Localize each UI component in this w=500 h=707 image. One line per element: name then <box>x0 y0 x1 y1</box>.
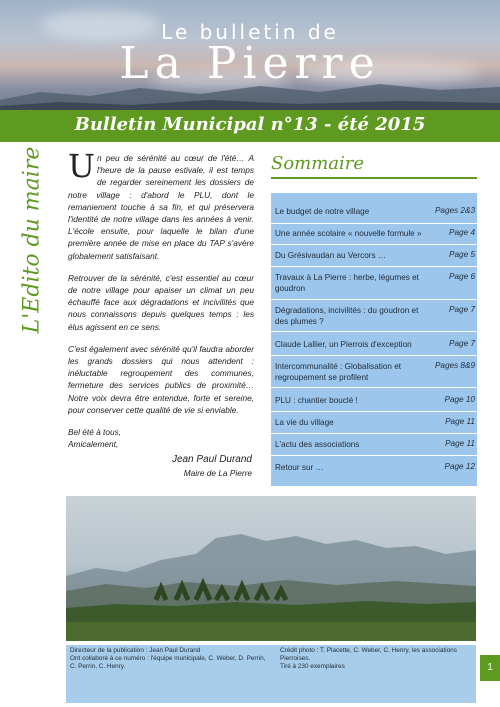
toc-separator <box>271 455 477 456</box>
sommaire-divider <box>271 177 477 179</box>
sommaire-box: Le budget de notre village Pages 2&3 Une année scolaire « nouvelle formule » Page 4 Du Grésivaudan au Vercors … Page 5 Travaux à La Pierre : herbe, légumes et goudron Page 6 Dégradations, incivilités : du goudron et des plumes ? Page 7 Claude Lallier, un Pierrois d'exception Page 7 Intercommunalité : Globalisation et regroupement se profilent Pages 8&9 PLU : chantier bouclé ! Page 10 La vie du village Page 11 L'actu des associations Page 11 Retour sur … Page 12 <box>271 193 477 486</box>
signature-name: Jean Paul Durand <box>171 454 252 466</box>
toc-separator <box>271 299 477 300</box>
toc-separator <box>271 331 477 332</box>
header-banner <box>0 0 500 110</box>
issue-label: Bulletin Municipal n°13 - été 2015 <box>74 114 426 135</box>
toc-separator <box>271 223 477 224</box>
header-subtitle: Le bulletin de <box>161 20 339 44</box>
edito-vertical-label: L'Edito du maire <box>19 146 45 334</box>
edito-vertical-heading <box>12 146 52 334</box>
credits-right: Crédit photo : T. Placette, C. Weber, C. Henry, les associations Pierroises. Tiré à 230 exemplaires <box>280 647 457 671</box>
issue-bar <box>0 110 500 142</box>
dropcap: U <box>68 147 95 185</box>
toc-separator <box>271 411 477 412</box>
landscape-photo <box>66 496 476 641</box>
toc-separator <box>271 355 477 356</box>
edito-text <box>68 147 254 479</box>
toc-separator <box>271 266 477 267</box>
credits-footer <box>66 645 476 703</box>
page-number: 1 <box>480 655 500 681</box>
edito-closing-2: Amicalement, <box>68 439 119 450</box>
edito-closing-1: Bel été à tous, <box>68 427 122 438</box>
mountain-landscape-illustration <box>66 496 476 641</box>
toc-separator <box>271 387 477 388</box>
header-title: La Pierre <box>119 38 381 89</box>
toc-separator <box>271 244 477 245</box>
edito-paragraph-2: Retrouver de la sérénité, c'est essentiel au cœur de notre village pour apaiser un climat un peu échauffé face aux dégradations et incivilités que nous connaissons depuis quelques temps : les élus agissent en ce sens. <box>68 272 254 332</box>
signature-role: Maire de La Pierre <box>183 467 252 478</box>
credits-left: Directeur de la publication : Jean Paul Durand Ont collaboré à ce numéro : l'équipe municipale, C. Weber, D. Perrin, C. Perrin, C. Henry. <box>70 647 266 671</box>
toc-separator <box>271 433 477 434</box>
edito-paragraph-1: Un peu de sérénité au cœur de l'été… A l'heure de la pause estivale, il est temps de regarder sereinement les dossiers de notre village : d'abord le PLU, dont le remaniement touche à sa fin, et qui préservera l'identité de notre village dans les années à venir. L'école ensuite, pour laquelle le bilan d'une première année de mise en place du TAP s'avère globalement satisfaisant. <box>68 147 254 261</box>
edito-paragraph-3: C'est également avec sérénité qu'il faudra aborder les grands dossiers qui nous attendent : inéluctable regroupement des communes, fermeture des services publics de proximité… Notre voix devra être entendue, forte et sereine, pour conserver cette qualité de vie si enviable. <box>68 343 254 415</box>
sommaire-title: Sommaire <box>271 153 365 174</box>
